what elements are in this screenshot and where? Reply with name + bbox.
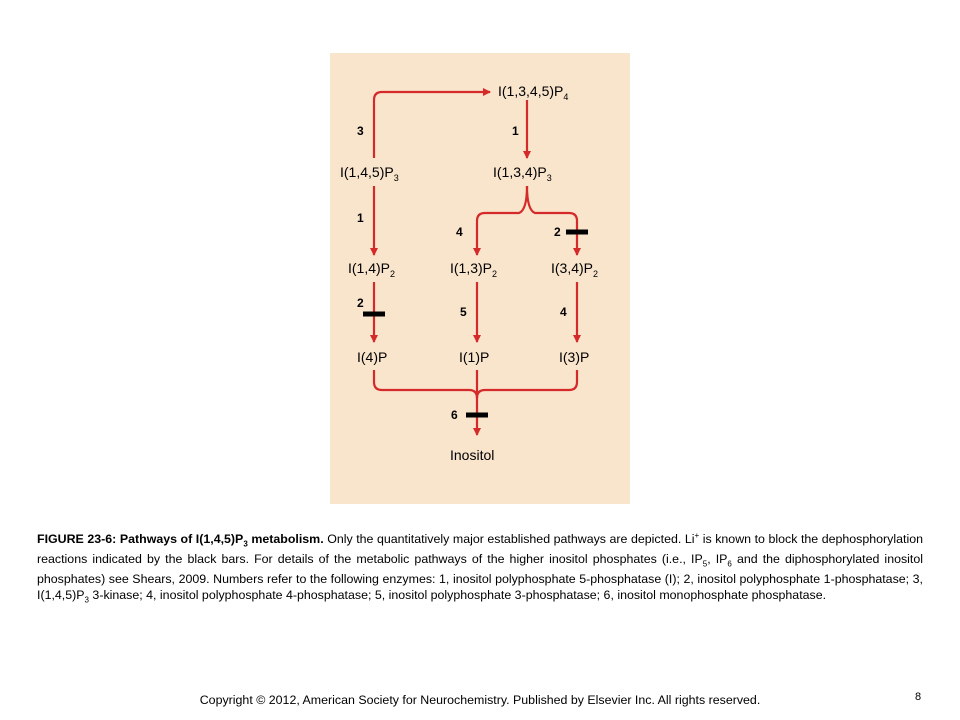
page-number: 8: [915, 691, 922, 703]
enzyme-label: 4: [560, 305, 567, 319]
enzyme-label: 6: [451, 408, 458, 422]
enzyme-label: 2: [554, 225, 561, 239]
node-ip4: $I(1,3,4,5)P_4$: [498, 83, 569, 102]
node-i1p: I(1)P: [459, 349, 490, 365]
node-i13p2: $I(1,3)P_2$: [450, 260, 498, 279]
node-i134p3: $I(1,3,4)P_3$: [493, 164, 552, 183]
enzyme-label: 4: [456, 225, 463, 239]
node-inositol: Inositol: [450, 447, 495, 463]
enzyme-label: 2: [357, 296, 364, 310]
enzyme-label: 3: [357, 124, 364, 138]
node-i145p3: $I(1,4,5)P_3$: [340, 164, 399, 183]
node-i4p: I(4)P: [357, 349, 388, 365]
enzyme-label: 1: [357, 211, 364, 225]
node-i14p2: $I(1,4)P_2$: [348, 260, 396, 279]
caption-heading: FIGURE 23-6: Pathways of $I(1,4,5)P_3$ metabolism.: [37, 532, 324, 549]
figure-caption: FIGURE 23-6: Pathways of $I(1,4,5)P_3$ metabolism. Only the quantitatively major established pathways are depicted. Li+ is known to block the dephosphorylation reactions indicated by the black bars. For details of the metabolic pathways of the higher inositol phosphates (i.e., $IP_5$, $IP_6$ and the diphosphorylated inositol phosphates) see Shears, 2009. Numbers refer to the following enzymes: 1, inositol polyphosphate 5-phosphatase (I); 2, inositol polyphosphate 1-phosphatase; 3, $I(1,4,5)P_3$ 3-kinase; 4, inositol polyphosphate 4-phosphatase; 5, inositol polyphosphate 3-phosphatase; 6, inositol monophosphate phosphatase.: [37, 531, 924, 605]
node-i3p: I(3)P: [559, 349, 590, 365]
node-i34p2: $I(3,4)P_2$: [551, 260, 599, 279]
copyright-footer: Copyright © 2012, American Society for Neurochemistry. Published by Elsevier Inc. All rights reserved.: [199, 693, 761, 707]
enzyme-label: 5: [460, 305, 467, 319]
enzyme-label: 1: [512, 124, 519, 138]
